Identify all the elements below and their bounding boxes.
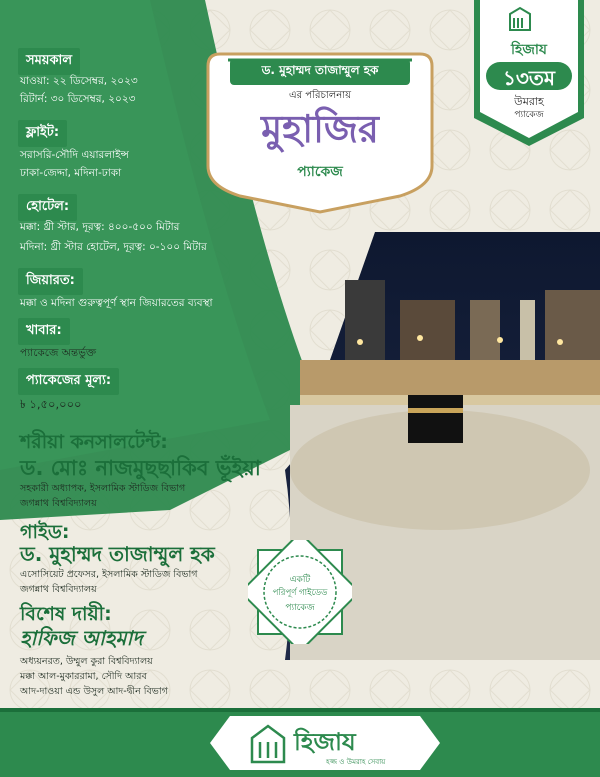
hotel-label: হোটেল: [18, 194, 77, 221]
consultant-title: সহকারী অধ্যাপক, ইসলামিক স্টাডিজ বিভাগ [20, 483, 186, 494]
consultant-heading: শরীয়া কনসালটেন্ট: [20, 431, 168, 453]
guide-title: এসোসিয়েট প্রফেসর, ইসলামিক স্টাডিজ বিভাগ [20, 569, 198, 580]
flight-airline: সরাসরি-সৌদি এয়ারলাইন্স [20, 149, 129, 161]
food-label: খাবার: [18, 318, 70, 345]
food-text: প্যাকেজে অন্তর্ভুক্ত [20, 347, 97, 359]
badge-number: ১৩তম [502, 66, 556, 90]
price-value: ৳ ১,৫০,০০০ [20, 397, 82, 411]
footer-tagline: হজ্জ ও উমরাহ সেবায় [326, 758, 386, 766]
ziyarah-label: জিয়ারত: [18, 268, 83, 295]
seal-line3: প্যাকেজ [285, 603, 315, 613]
hotel-makkah: মক্কা: থ্রী স্টার, দূরত্ব: ৪০০-৫০০ মিটার [20, 221, 180, 233]
badge-umrah: উমরাহ [514, 95, 544, 108]
header-director: ড. মুহাম্মদ তাজাম্মুল হক [261, 63, 379, 77]
special-line3: আদ-দাওয়া এন্ড উসুল আদ-দ্বীন বিভাগ [20, 686, 168, 697]
seal-line1: একটি [289, 575, 311, 585]
footer-logo-icon [248, 722, 288, 766]
ziyarah-text: মক্কা ও মদিনা গুরুত্বপূর্ণ স্থান জিয়ারতের ব্যবস্থা [20, 297, 213, 309]
departure-date: যাওয়া: ২২ ডিসেম্বর, ২০২৩ [20, 75, 138, 87]
hotel-madinah: মদিনা: থ্রী স্টার হোটেল, দূরত্ব: ০-১০০ মিটার [20, 241, 207, 253]
schedule-label: সময়কাল [18, 48, 80, 75]
badge-package: প্যাকেজ [514, 110, 544, 120]
guide-org: জগন্নাথ বিশ্ববিদ্যালয় [20, 584, 97, 595]
seal-line2: পরিপূর্ণ গাইডেড [272, 588, 328, 598]
package-title: মুহাজির [261, 106, 379, 151]
guide-name: ড. মুহাম্মদ তাজাম্মুল হক [20, 542, 215, 566]
flight-route: ঢাকা-জেদ্দা, মদিনা-ঢাকা [20, 167, 122, 179]
badge-brand: হিজায [510, 42, 547, 58]
guide-heading: গাইড: [20, 521, 70, 543]
footer-brand: হিজায [294, 728, 356, 756]
special-line1: অধ্যয়নরত, উম্মুল কুরা বিশ্ববিদ্যালয় [20, 656, 153, 667]
flight-label: ফ্লাইট: [18, 120, 67, 147]
return-date: রিটার্ন: ৩০ ডিসেম্বর, ২০২৩ [20, 93, 136, 105]
consultant-name: ড. মোঃ নাজমুছছাকিব ভূঁইয়া [20, 456, 261, 480]
special-name: হাফিজ আহমাদ [20, 626, 143, 650]
special-line2: মক্কা আল-মুকাররামা, সৌদি আরব [20, 671, 147, 682]
header-director-sub: এর পরিচালনায় [289, 90, 351, 101]
price-label: প্যাকেজের মূল্য: [18, 368, 119, 395]
consultant-org: জগন্নাথ বিশ্ববিদ্যালয় [20, 498, 97, 509]
special-heading: বিশেষ দায়ী: [20, 603, 112, 625]
package-subtitle: প্যাকেজ [297, 164, 343, 180]
